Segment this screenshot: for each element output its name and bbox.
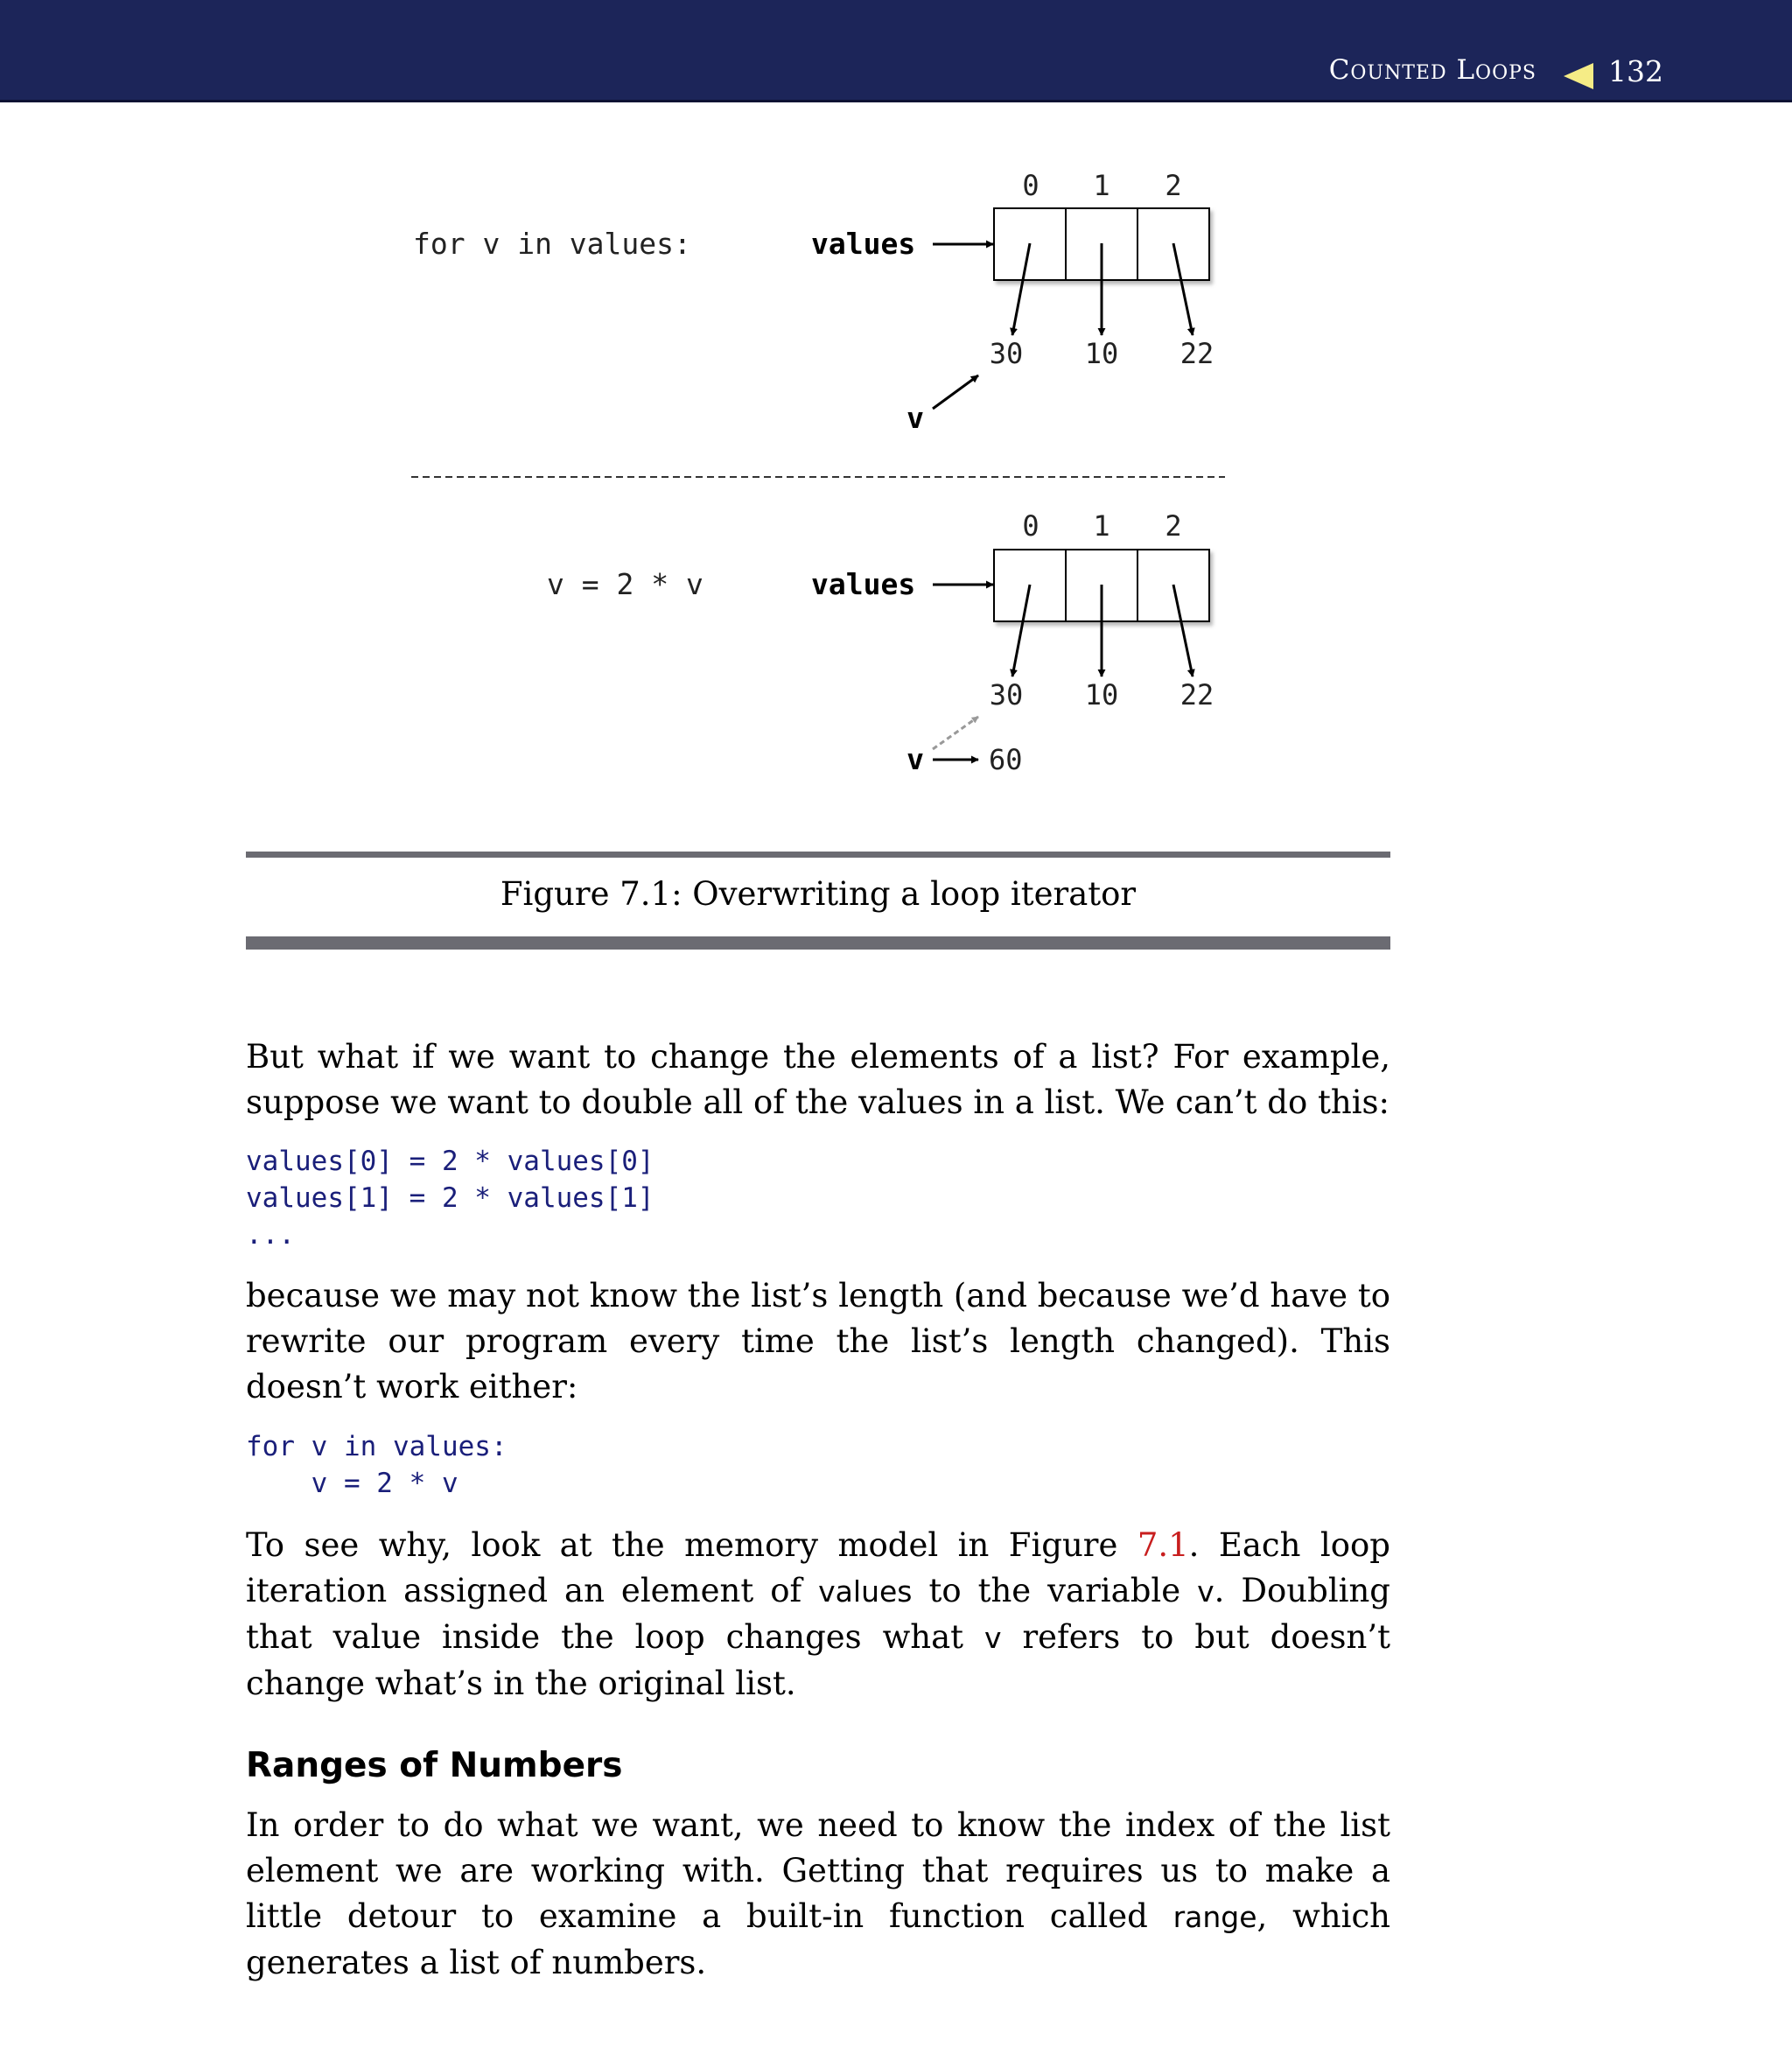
- text-span: To see why, look at the memory model in Figure: [246, 1526, 1138, 1564]
- inline-code: values: [818, 1574, 913, 1609]
- bottom-var-label: v: [906, 742, 924, 776]
- top-element-1: 10: [1084, 337, 1119, 370]
- paragraph-3: [246, 1523, 1390, 1707]
- figure-reference-link[interactable]: 7.1: [1137, 1526, 1189, 1564]
- code-line: values[0] = 2 * values[0]: [246, 1146, 654, 1177]
- top-index-1: 1: [1093, 169, 1110, 202]
- paragraph-2: because we may not know the list’s length (and because we’d have to rewrite our program every time the list’s length changed). This doesn’t work either:: [246, 1277, 1390, 1406]
- text-span: In order to do what we want, we need to know the index of the list element we are working with. Getting that requires us to make a little detour to examine a built-in function called: [246, 1806, 1390, 1935]
- section-heading: Ranges of Numbers: [246, 1746, 623, 1785]
- top-var-arrow: [933, 375, 978, 409]
- code-line: for v in values:: [246, 1431, 508, 1462]
- code-line: ...: [246, 1219, 295, 1251]
- figure-bottom-rule: [246, 936, 1390, 950]
- code-block-2: [246, 1428, 508, 1502]
- bottom-code-text: v = 2 * v: [547, 567, 704, 601]
- memory-model-figure: [0, 0, 1792, 840]
- top-index-0: 0: [1022, 169, 1040, 202]
- figure-top-rule: [246, 852, 1390, 858]
- paragraph-4: [246, 1803, 1390, 1986]
- top-code-text: for v in values:: [413, 227, 691, 261]
- code-line: v = 2 * v: [246, 1468, 458, 1499]
- inline-code: range: [1172, 1900, 1257, 1934]
- top-var-label: v: [906, 401, 924, 435]
- text-span: . Each loop iteration assigned an element of: [246, 1526, 1390, 1609]
- text-span: . Doubling that value inside the loop changes what: [246, 1572, 1390, 1656]
- figure-caption: Figure 7.1: Overwriting a loop iterator: [500, 875, 1137, 913]
- bottom-index-2: 2: [1165, 509, 1182, 543]
- bottom-element-0: 30: [989, 678, 1024, 712]
- header-page-number: 132: [1608, 54, 1663, 88]
- header-section-title: Counted Loops: [1328, 54, 1536, 86]
- inline-code: v: [1197, 1574, 1214, 1609]
- text-span: to the variable: [912, 1572, 1198, 1609]
- bottom-element-1: 10: [1084, 678, 1119, 712]
- code-block-1: [246, 1143, 654, 1253]
- bottom-new-value: 60: [989, 743, 1023, 776]
- bottom-values-label: values: [811, 567, 916, 601]
- code-line: values[1] = 2 * values[1]: [246, 1182, 654, 1214]
- text-span: refers to but doesn’t change what’s in the original list.: [246, 1618, 1390, 1702]
- bottom-old-var-arrow: [933, 717, 978, 749]
- top-values-label: values: [811, 227, 916, 261]
- top-element-0: 30: [989, 337, 1024, 370]
- bottom-element-2: 22: [1180, 678, 1214, 712]
- inline-code: v: [984, 1621, 1002, 1655]
- text-span: , which generates a list of numbers.: [246, 1897, 1390, 1981]
- bottom-index-0: 0: [1022, 509, 1040, 543]
- top-index-2: 2: [1165, 169, 1182, 202]
- bottom-index-1: 1: [1093, 509, 1110, 543]
- paragraph-1: But what if we want to change the elements of a list? For example, suppose we want to double all of the values in a list. We can’t do this:: [246, 1038, 1390, 1121]
- top-element-2: 22: [1180, 337, 1214, 370]
